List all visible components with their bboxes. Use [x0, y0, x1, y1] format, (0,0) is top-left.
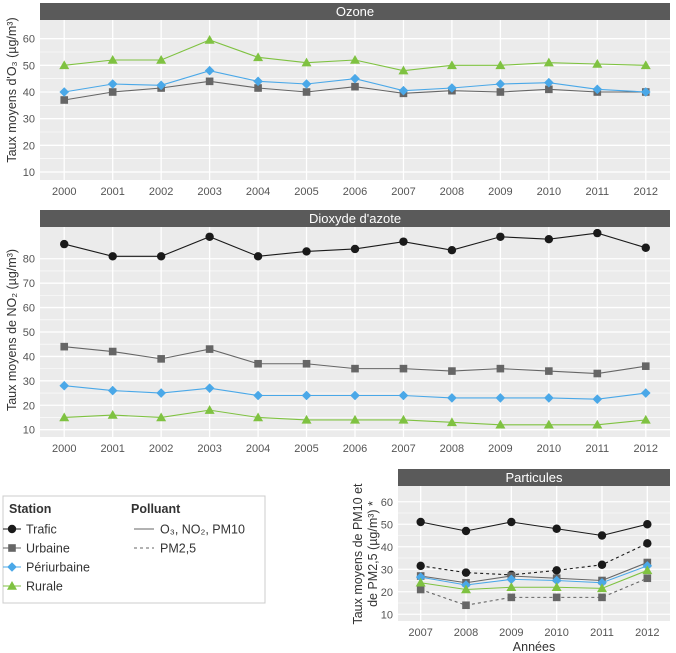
data-point-urbaine [351, 365, 359, 373]
legend-item-label: Trafic [26, 522, 57, 537]
data-point-urbaine [400, 365, 408, 373]
x-tick-label: 2012 [635, 627, 660, 639]
data-point-urbaine [598, 594, 606, 602]
data-point-urbaine [508, 594, 516, 602]
y-tick-label: 40 [22, 351, 35, 364]
x-tick-label: 2012 [633, 186, 659, 198]
y-tick-label: 10 [380, 609, 393, 622]
data-point-urbaine [351, 83, 359, 91]
data-point-trafic [545, 235, 553, 243]
x-tick-label: 2007 [408, 627, 433, 639]
data-point-trafic [643, 539, 651, 547]
data-point-urbaine [206, 78, 214, 86]
x-tick-label: 2008 [453, 627, 479, 639]
data-point-urbaine [417, 586, 425, 594]
x-tick-label: 2004 [245, 443, 271, 455]
data-point-trafic [462, 527, 470, 535]
y-axis-label [351, 483, 380, 625]
data-point-trafic [302, 247, 310, 255]
y-tick-label: 80 [22, 253, 35, 266]
x-tick-label: 2000 [51, 443, 77, 455]
data-point-urbaine [303, 88, 311, 96]
x-tick-label: 2006 [342, 186, 368, 198]
y-tick-label: 30 [380, 564, 393, 577]
x-tick-label: 2007 [391, 186, 416, 198]
data-point-urbaine [303, 360, 311, 368]
data-point-trafic [254, 252, 262, 260]
y-tick-label: 10 [22, 424, 35, 437]
x-tick-label: 2005 [294, 443, 319, 455]
data-point-trafic [643, 520, 651, 528]
y-tick-label: 60 [380, 496, 393, 509]
data-point-urbaine [594, 370, 602, 378]
data-point-urbaine [60, 343, 68, 351]
y-tick-label: 40 [22, 87, 35, 99]
plot-area [398, 486, 670, 621]
x-tick-label: 2000 [51, 186, 77, 198]
legend-polluant-label: PM2,5 [160, 541, 197, 556]
data-point-trafic [108, 252, 116, 260]
panel-title: Dioxyde d'azote [308, 211, 402, 226]
legend [3, 496, 265, 603]
x-tick-label: 2009 [499, 627, 524, 639]
panel-title: Ozone [335, 4, 375, 19]
legend-polluant-title: Polluant [131, 502, 181, 516]
x-tick-label: 2010 [536, 186, 562, 198]
x-tick-label: 2010 [536, 443, 562, 455]
data-point-urbaine [109, 348, 117, 356]
data-point-urbaine [109, 88, 117, 96]
x-tick-label: 2009 [488, 443, 513, 455]
data-point-urbaine [157, 355, 165, 363]
data-point-trafic [642, 244, 650, 252]
x-tick-label: 2011 [590, 627, 614, 639]
y-axis-label: Taux moyens de NO₂ (µg/m³) [5, 248, 19, 412]
svg-text:Taux moyens de PM10 etde PM2,5: Taux moyens de PM10 etde PM2,5 (µg/m³) * [351, 483, 380, 625]
x-tick-label: 2011 [585, 186, 610, 198]
y-tick-label: 60 [22, 33, 35, 46]
x-tick-label: 2010 [544, 627, 569, 639]
legend-urbaine-icon [8, 544, 16, 552]
y-tick-label: 60 [22, 302, 35, 315]
y-tick-label: 10 [22, 167, 35, 179]
x-tick-label: 2008 [439, 186, 465, 198]
x-tick-label: 2006 [342, 443, 368, 455]
x-tick-label: 2011 [585, 443, 610, 455]
data-point-trafic [507, 518, 515, 526]
legend-item-label: Urbaine [26, 541, 70, 556]
x-tick-label: 2007 [391, 443, 416, 455]
data-point-trafic [552, 525, 560, 533]
data-point-trafic [157, 252, 165, 260]
data-point-trafic [416, 562, 424, 570]
x-tick-label: 2002 [148, 443, 174, 455]
data-point-urbaine [553, 594, 561, 602]
y-axis-label: Taux moyens d'O₃ (µg/m³) [5, 17, 19, 163]
data-point-urbaine [497, 365, 505, 373]
x-axis-label: Années [512, 640, 556, 653]
data-point-trafic [205, 233, 213, 241]
x-tick-label: 2008 [439, 443, 465, 455]
y-tick-label: 50 [22, 327, 35, 339]
x-tick-label: 2012 [633, 443, 659, 455]
data-point-trafic [416, 518, 424, 526]
data-point-urbaine [545, 367, 553, 375]
data-point-trafic [399, 237, 407, 245]
data-point-trafic [552, 566, 560, 574]
y-tick-label: 40 [380, 541, 393, 554]
data-point-trafic [598, 531, 606, 539]
panel-3 [351, 469, 670, 653]
y-tick-label: 20 [380, 586, 393, 599]
x-tick-label: 2002 [148, 186, 174, 198]
data-point-trafic [496, 233, 504, 241]
x-tick-label: 2004 [245, 186, 271, 198]
y-tick-label: 70 [22, 278, 35, 291]
data-point-trafic [60, 240, 68, 248]
panel-title: Particules [505, 470, 563, 485]
data-point-trafic [448, 246, 456, 254]
data-point-urbaine [254, 360, 262, 368]
legend-polluant-label: O₃, NO₂, PM10 [160, 522, 245, 537]
data-point-urbaine [206, 345, 214, 353]
y-tick-label: 50 [380, 519, 393, 532]
y-tick-label: 30 [22, 375, 35, 388]
legend-trafic-icon [8, 525, 16, 533]
data-point-urbaine [644, 574, 652, 582]
data-point-urbaine [497, 88, 505, 96]
y-tick-label: 20 [22, 400, 35, 413]
panel-2 [5, 210, 670, 455]
x-tick-label: 2003 [197, 186, 222, 198]
x-tick-label: 2003 [197, 443, 222, 455]
data-point-urbaine [448, 367, 456, 375]
data-point-urbaine [462, 601, 470, 609]
data-point-trafic [351, 245, 359, 253]
x-tick-label: 2001 [100, 443, 125, 455]
data-point-urbaine [642, 362, 650, 370]
legend-item-label: Rurale [26, 579, 63, 594]
panel-1 [5, 3, 670, 198]
x-tick-label: 2005 [294, 186, 319, 198]
legend-item-label: Périurbaine [26, 560, 90, 575]
data-point-urbaine [60, 96, 68, 104]
y-tick-label: 20 [22, 140, 35, 153]
x-tick-label: 2001 [100, 186, 125, 198]
y-tick-label: 50 [22, 60, 35, 73]
x-tick-label: 2009 [488, 186, 513, 198]
data-point-trafic [598, 561, 606, 569]
data-point-trafic [462, 568, 470, 576]
data-point-trafic [593, 229, 601, 237]
legend-station-title: Station [9, 502, 52, 516]
y-tick-label: 30 [22, 113, 35, 126]
